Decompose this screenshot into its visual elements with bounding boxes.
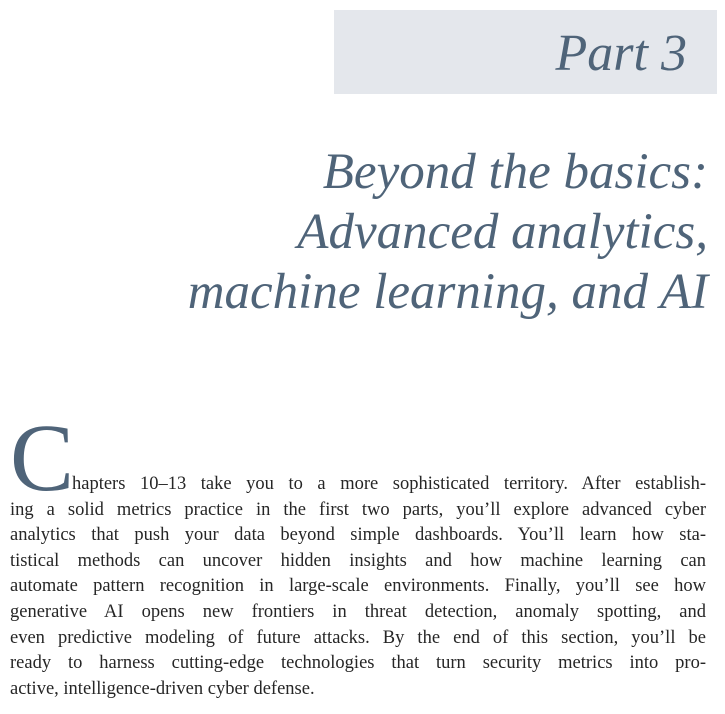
part-banner — [334, 10, 717, 94]
paragraph-line: tistical methods can uncover hidden insights and how machine learning can — [10, 550, 706, 571]
intro-paragraph — [10, 472, 706, 702]
paragraph-line: active, intelligence-driven cyber defense. — [10, 678, 315, 699]
title-line: machine learning, and AI — [187, 264, 708, 320]
title-line: Advanced analytics, — [297, 204, 708, 260]
paragraph-line: hapters 10–13 take you to a more sophisticated territory. After establish- — [72, 474, 706, 494]
paragraph-line: ing a solid metrics practice in the first two parts, you’ll explore advanced cyber — [10, 499, 706, 520]
paragraph-line: generative AI opens new frontiers in threat detection, anomaly spotting, and — [10, 601, 706, 622]
drop-cap: C — [10, 404, 75, 511]
title-line: Beyond the basics: — [322, 144, 708, 200]
paragraph-line: automate pattern recognition in large-scale environments. Finally, you’ll see how — [10, 576, 706, 597]
paragraph-line: ready to harness cutting-edge technologies that turn security metrics into pro- — [10, 653, 706, 674]
paragraph-line: analytics that push your data beyond simple dashboards. You’ll learn how sta- — [10, 525, 706, 546]
paragraph-line: even predictive modeling of future attacks. By the end of this section, you’ll be — [10, 627, 706, 648]
chapter-title — [188, 142, 708, 322]
part-label: Part 3 — [555, 25, 687, 82]
